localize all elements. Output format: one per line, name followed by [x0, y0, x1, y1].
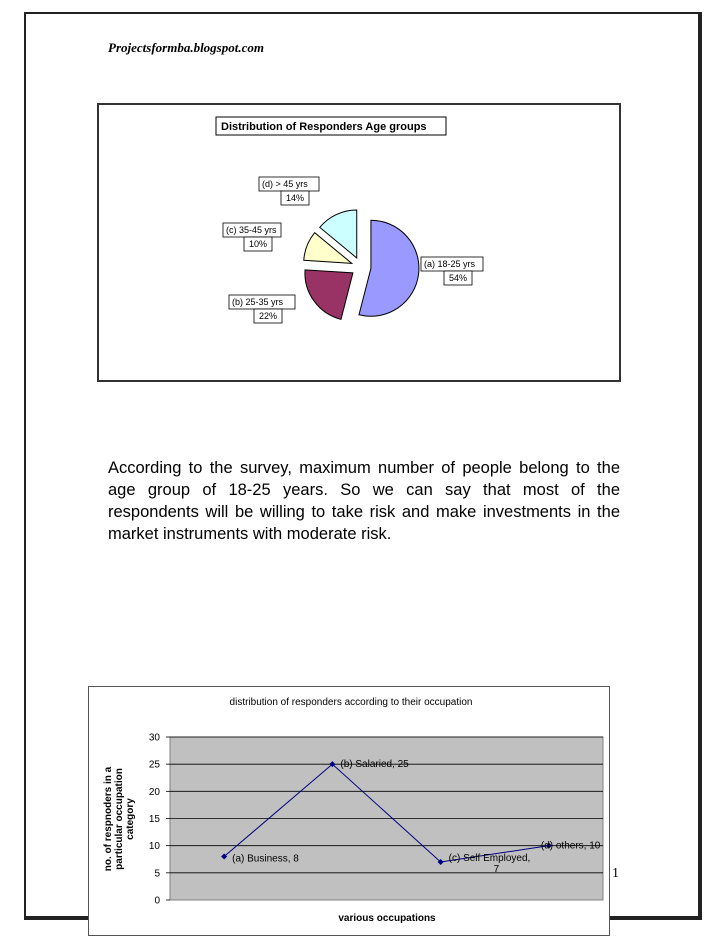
pie-label-name: (d) > 45 yrs	[262, 179, 308, 189]
pie-slices	[304, 210, 419, 319]
site-header: Projectsformba.blogspot.com	[108, 40, 264, 55]
y-tick-label: 20	[148, 786, 160, 798]
pie-chart-svg	[99, 105, 623, 384]
pie-label-name: (b) 25-35 yrs	[232, 297, 284, 307]
line-chart-svg	[89, 687, 611, 937]
data-label: (c) Self Employed,	[448, 852, 531, 864]
data-label: 7	[493, 863, 500, 875]
y-tick-label: 5	[154, 868, 160, 880]
data-label: (d) others, 10	[540, 840, 601, 852]
y-axis-label	[103, 766, 136, 871]
occupation-line-chart	[88, 686, 610, 936]
page-number: 1	[612, 866, 619, 881]
age-pie-chart	[97, 103, 621, 382]
data-label: (a) Business, 8	[232, 853, 299, 865]
y-tick-label: 0	[154, 895, 160, 907]
line-chart-title: distribution of responders according to their occupation	[229, 697, 473, 708]
analysis-paragraph: According to the survey, maximum number of people belong to the age group of 18-25 years. So we can say that most of the respondents will be willing to take risk and make investments in the market instruments with moderate risk.	[108, 459, 620, 543]
x-axis-label: various occupations	[338, 913, 436, 924]
pie-slice-2	[305, 270, 353, 320]
pie-label-name: (a) 18-25 yrs	[424, 259, 476, 269]
y-tick-label: 10	[148, 841, 160, 853]
y-axis-label-line: no. of respnoders in a	[103, 766, 114, 872]
y-tick-label: 30	[148, 732, 160, 744]
pie-label-percent: 22%	[258, 311, 278, 321]
pie-label-percent: 10%	[248, 239, 268, 249]
pie-label-name: (c) 35-45 yrs	[226, 225, 277, 235]
data-label: (b) Salaried, 25	[340, 759, 409, 771]
y-tick-label: 25	[148, 759, 160, 771]
y-tick-label: 15	[148, 814, 160, 825]
pie-title: Distribution of Responders Age groups	[221, 121, 427, 133]
y-axis-label-line: category	[125, 798, 136, 840]
pie-label-percent: 54%	[448, 273, 468, 283]
y-axis-label-line: particular occupation	[114, 768, 125, 870]
y-tick-labels	[149, 733, 161, 907]
pie-label-percent: 14%	[285, 193, 305, 203]
pie-slice-1	[359, 220, 419, 316]
